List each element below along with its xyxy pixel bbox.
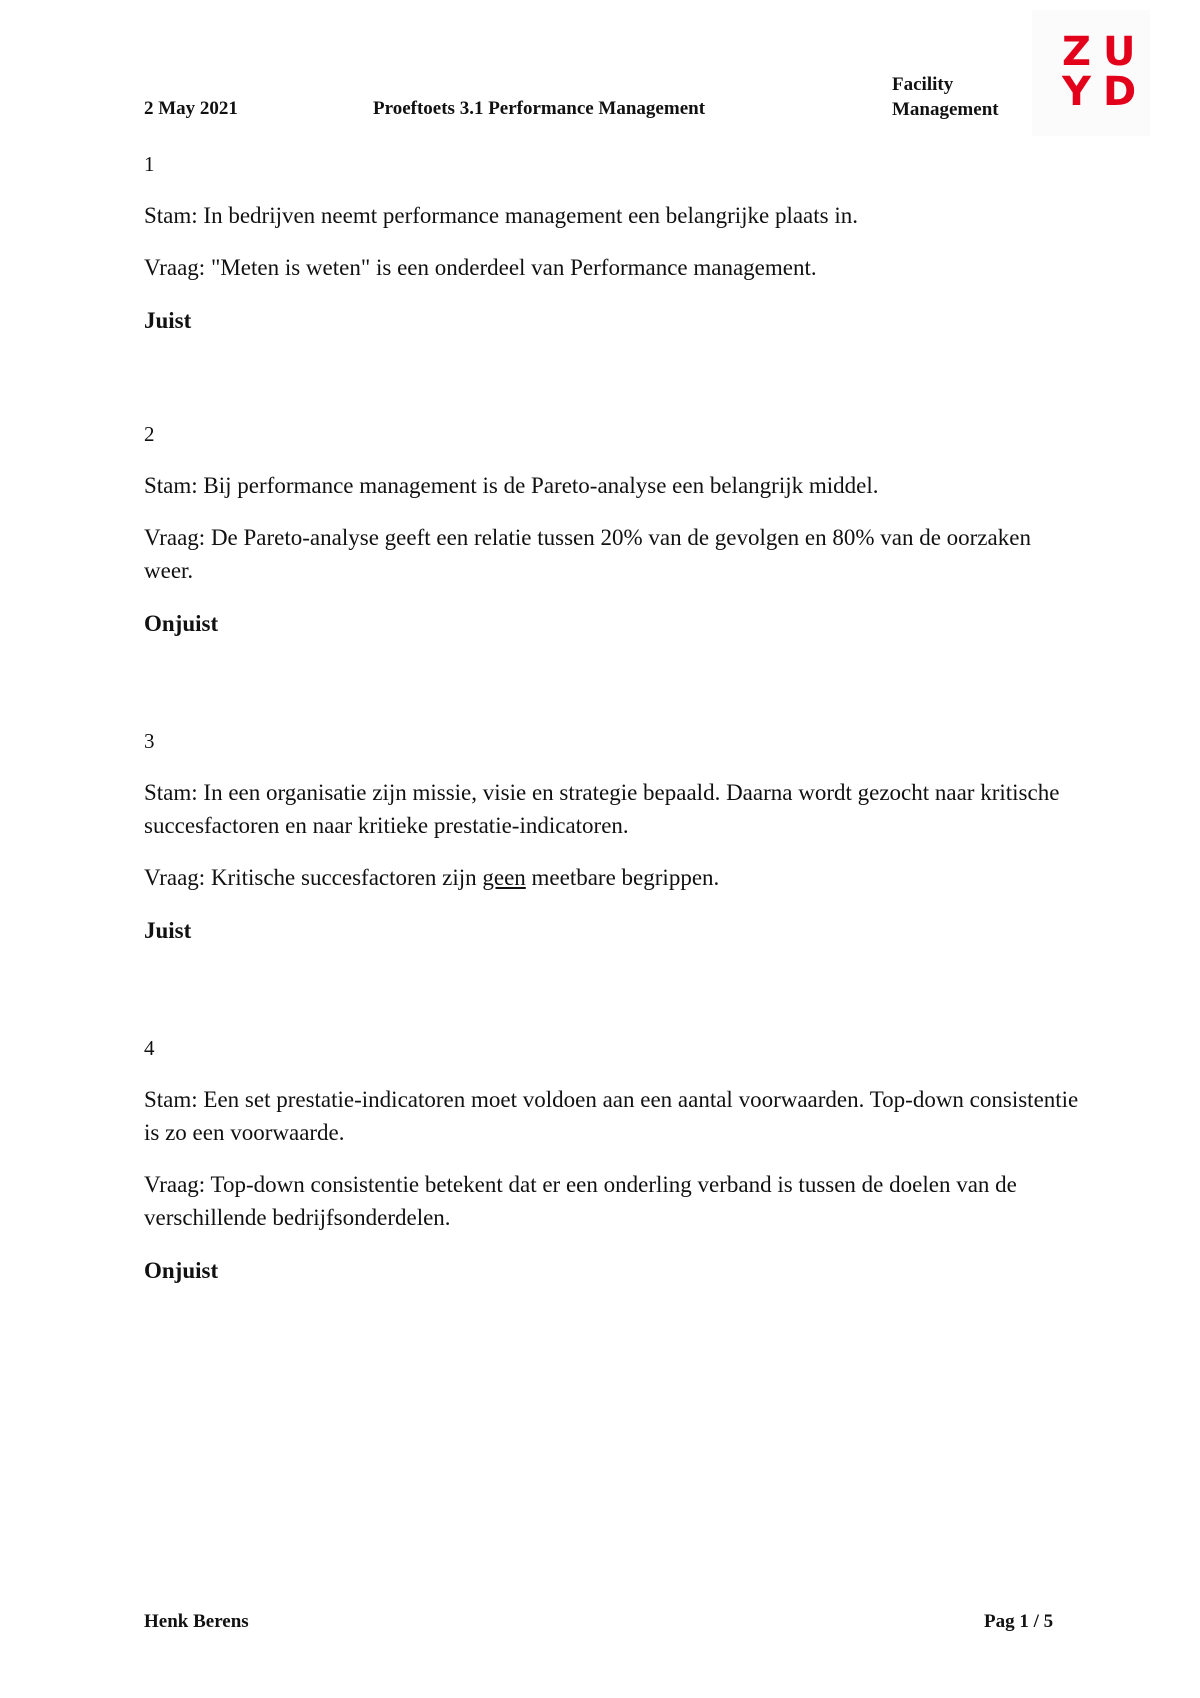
- question-number: 2: [144, 422, 155, 446]
- question-number: 3: [144, 729, 155, 753]
- question-statement: Vraag: De Pareto-analyse geeft een relatie tussen 20% van de gevolgen en 80% van de oorzaken weer.: [144, 525, 1031, 583]
- header-department-line1: Facility: [892, 74, 954, 95]
- header-title: Proeftoets 3.1 Performance Management: [373, 98, 706, 119]
- question-statement: [144, 861, 1084, 894]
- question-number: 4: [144, 1036, 155, 1060]
- statement-underlined-word: geen: [482, 865, 526, 890]
- question-block-3: [144, 728, 1084, 946]
- question-stem: Stam: In bedrijven neemt performance management een belangrijke plaats in.: [144, 203, 858, 228]
- question-stem: Stam: In een organisatie zijn missie, visie en strategie bepaald. Daarna wordt gezocht naar kritische succesfactoren en naar kritieke prestatie-indicatoren.: [144, 780, 1060, 838]
- question-answer: Onjuist: [144, 1258, 219, 1283]
- statement-text-after: meetbare begrippen.: [525, 865, 720, 890]
- question-answer: Onjuist: [144, 611, 219, 636]
- zuyd-logo: [1032, 10, 1150, 136]
- question-answer: Juist: [144, 918, 192, 943]
- header-department: [892, 72, 999, 122]
- question-block-1: [144, 151, 1084, 336]
- footer-author: Henk Berens: [144, 1611, 249, 1632]
- question-statement: Vraag: "Meten is weten" is een onderdeel van Performance management.: [144, 255, 817, 280]
- question-statement: Vraag: Top-down consistentie betekent dat er een onderling verband is tussen de doelen van de verschillende bedrijfsonderdelen.: [144, 1172, 1017, 1230]
- footer-page-number: Pag 1 / 5: [984, 1611, 1054, 1632]
- question-stem: Stam: Een set prestatie-indicatoren moet voldoen aan een aantal voorwaarden. Top-down consistentie is zo een voorwaarde.: [144, 1087, 1079, 1145]
- logo-line2: YD: [1062, 69, 1149, 115]
- question-block-4: [144, 1035, 1084, 1286]
- statement-text-before: Vraag: Kritische succesfactoren zijn: [144, 865, 483, 890]
- question-stem: Stam: Bij performance management is de Pareto-analyse een belangrijk middel.: [144, 473, 879, 498]
- page-header: [0, 0, 1200, 140]
- question-answer: Juist: [144, 308, 192, 333]
- question-number: 1: [144, 152, 155, 176]
- question-block-2: [144, 421, 1084, 639]
- logo-line1: ZU: [1062, 29, 1148, 75]
- header-date: 2 May 2021: [144, 98, 238, 119]
- header-department-line2: Management: [892, 99, 999, 120]
